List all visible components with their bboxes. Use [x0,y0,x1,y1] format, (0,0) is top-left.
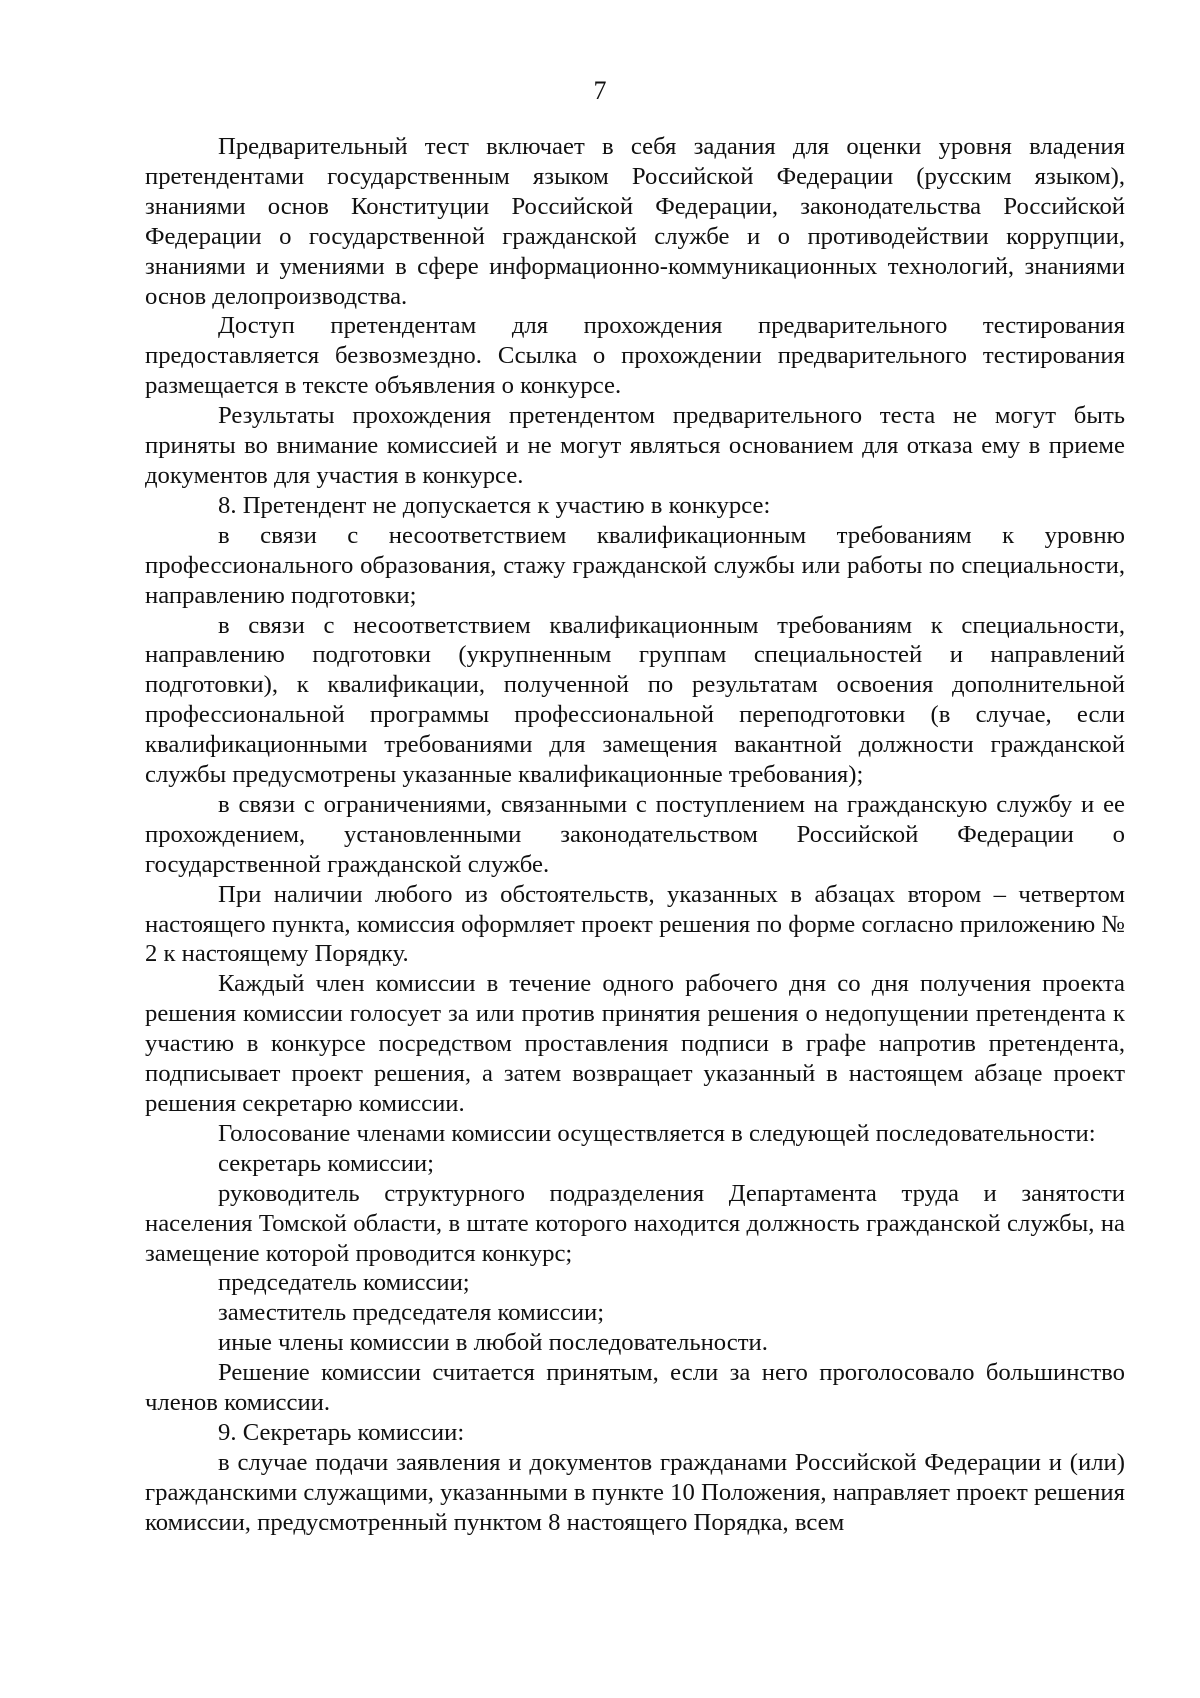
paragraph: в связи с несоответствием квалификационным требованиям к уровню профессионального образования, стажу гражданской службы или работы по специальности, направлению подготовки; [145,521,1125,609]
paragraph: Результаты прохождения претендентом предварительного теста не могут быть приняты во внимание комиссией и не могут являться основанием для отказа ему в приеме документов для участия в конкурсе. [145,402,1125,489]
paragraph: Голосование членами комиссии осуществляется в следующей последовательности: [218,1119,1096,1147]
paragraph: заместитель председателя комиссии; [218,1299,605,1327]
paragraph: секретарь комиссии; [218,1149,434,1177]
paragraph: иные члены комиссии в любой последовательности. [218,1329,768,1357]
paragraph: Каждый член комиссии в течение одного рабочего дня со дня получения проекта решения комиссии голосует за или против принятия решения о недопущении претендента к участию в конкурсе посредством проставления подписи в графе напротив претендента, подписывает проект решения, а затем возвращает указанный в настоящем абзаце проект решения секретарю комиссии. [145,970,1125,1117]
paragraph: Решение комиссии считается принятым, если за него проголосовало большинство членов комиссии. [145,1359,1125,1417]
paragraph: 9. Секретарь комиссии: [218,1418,465,1446]
paragraph: председатель комиссии; [218,1269,470,1297]
paragraph: Доступ претендентам для прохождения предварительного тестирования предоставляется безвозмездно. Ссылка о прохождении предварительного тестирования размещается в тексте объявления о конкурсе. [145,312,1125,400]
paragraph: в связи с несоответствием квалификационным требованиям к специальности, направлению подготовки (укрупненным группам специальностей и направлений подготовки), к квалификации, полученной по результатам освоения дополнительной профессиональной программы профессиональной переподготовки (в случае, если квалификационными требованиями для замещения вакантной должности гражданской службы предусмотрены указанные квалификационные требования); [145,611,1125,789]
page-number: 7 [593,76,607,105]
document-body [145,132,1125,1538]
paragraph: 8. Претендент не допускается к участию в конкурсе: [218,491,771,519]
paragraph: Предварительный тест включает в себя задания для оценки уровня владения претендентами государственным языком Российской Федерации (русским языком), знаниями основ Конституции Российской Федерации, законодательства Российской Федерации о государственной гражданской службе и о противодействии коррупции, знаниями и умениями в сфере информационно-коммуникационных технологий, знаниями основ делопроизводства. [145,133,1125,310]
paragraph: в случае подачи заявления и документов гражданами Российской Федерации и (или) гражданскими служащими, указанными в пункте 10 Положения, направляет проект решения комиссии, предусмотренный пунктом 8 настоящего Порядка, всем [145,1448,1125,1536]
paragraph: руководитель структурного подразделения Департамента труда и занятости населения Томской области, в штате которого находится должность гражданской службы, на замещение которой проводится конкурс; [145,1179,1125,1267]
paragraph: в связи с ограничениями, связанными с поступлением на гражданскую службу и ее прохождением, установленными законодательством Российской Федерации о государственной гражданской службе. [145,790,1125,878]
paragraph: При наличии любого из обстоятельств, указанных в абзацах втором – четвертом настоящего пункта, комиссия оформляет проект решения по форме согласно приложению № 2 к настоящему Порядку. [145,880,1125,968]
